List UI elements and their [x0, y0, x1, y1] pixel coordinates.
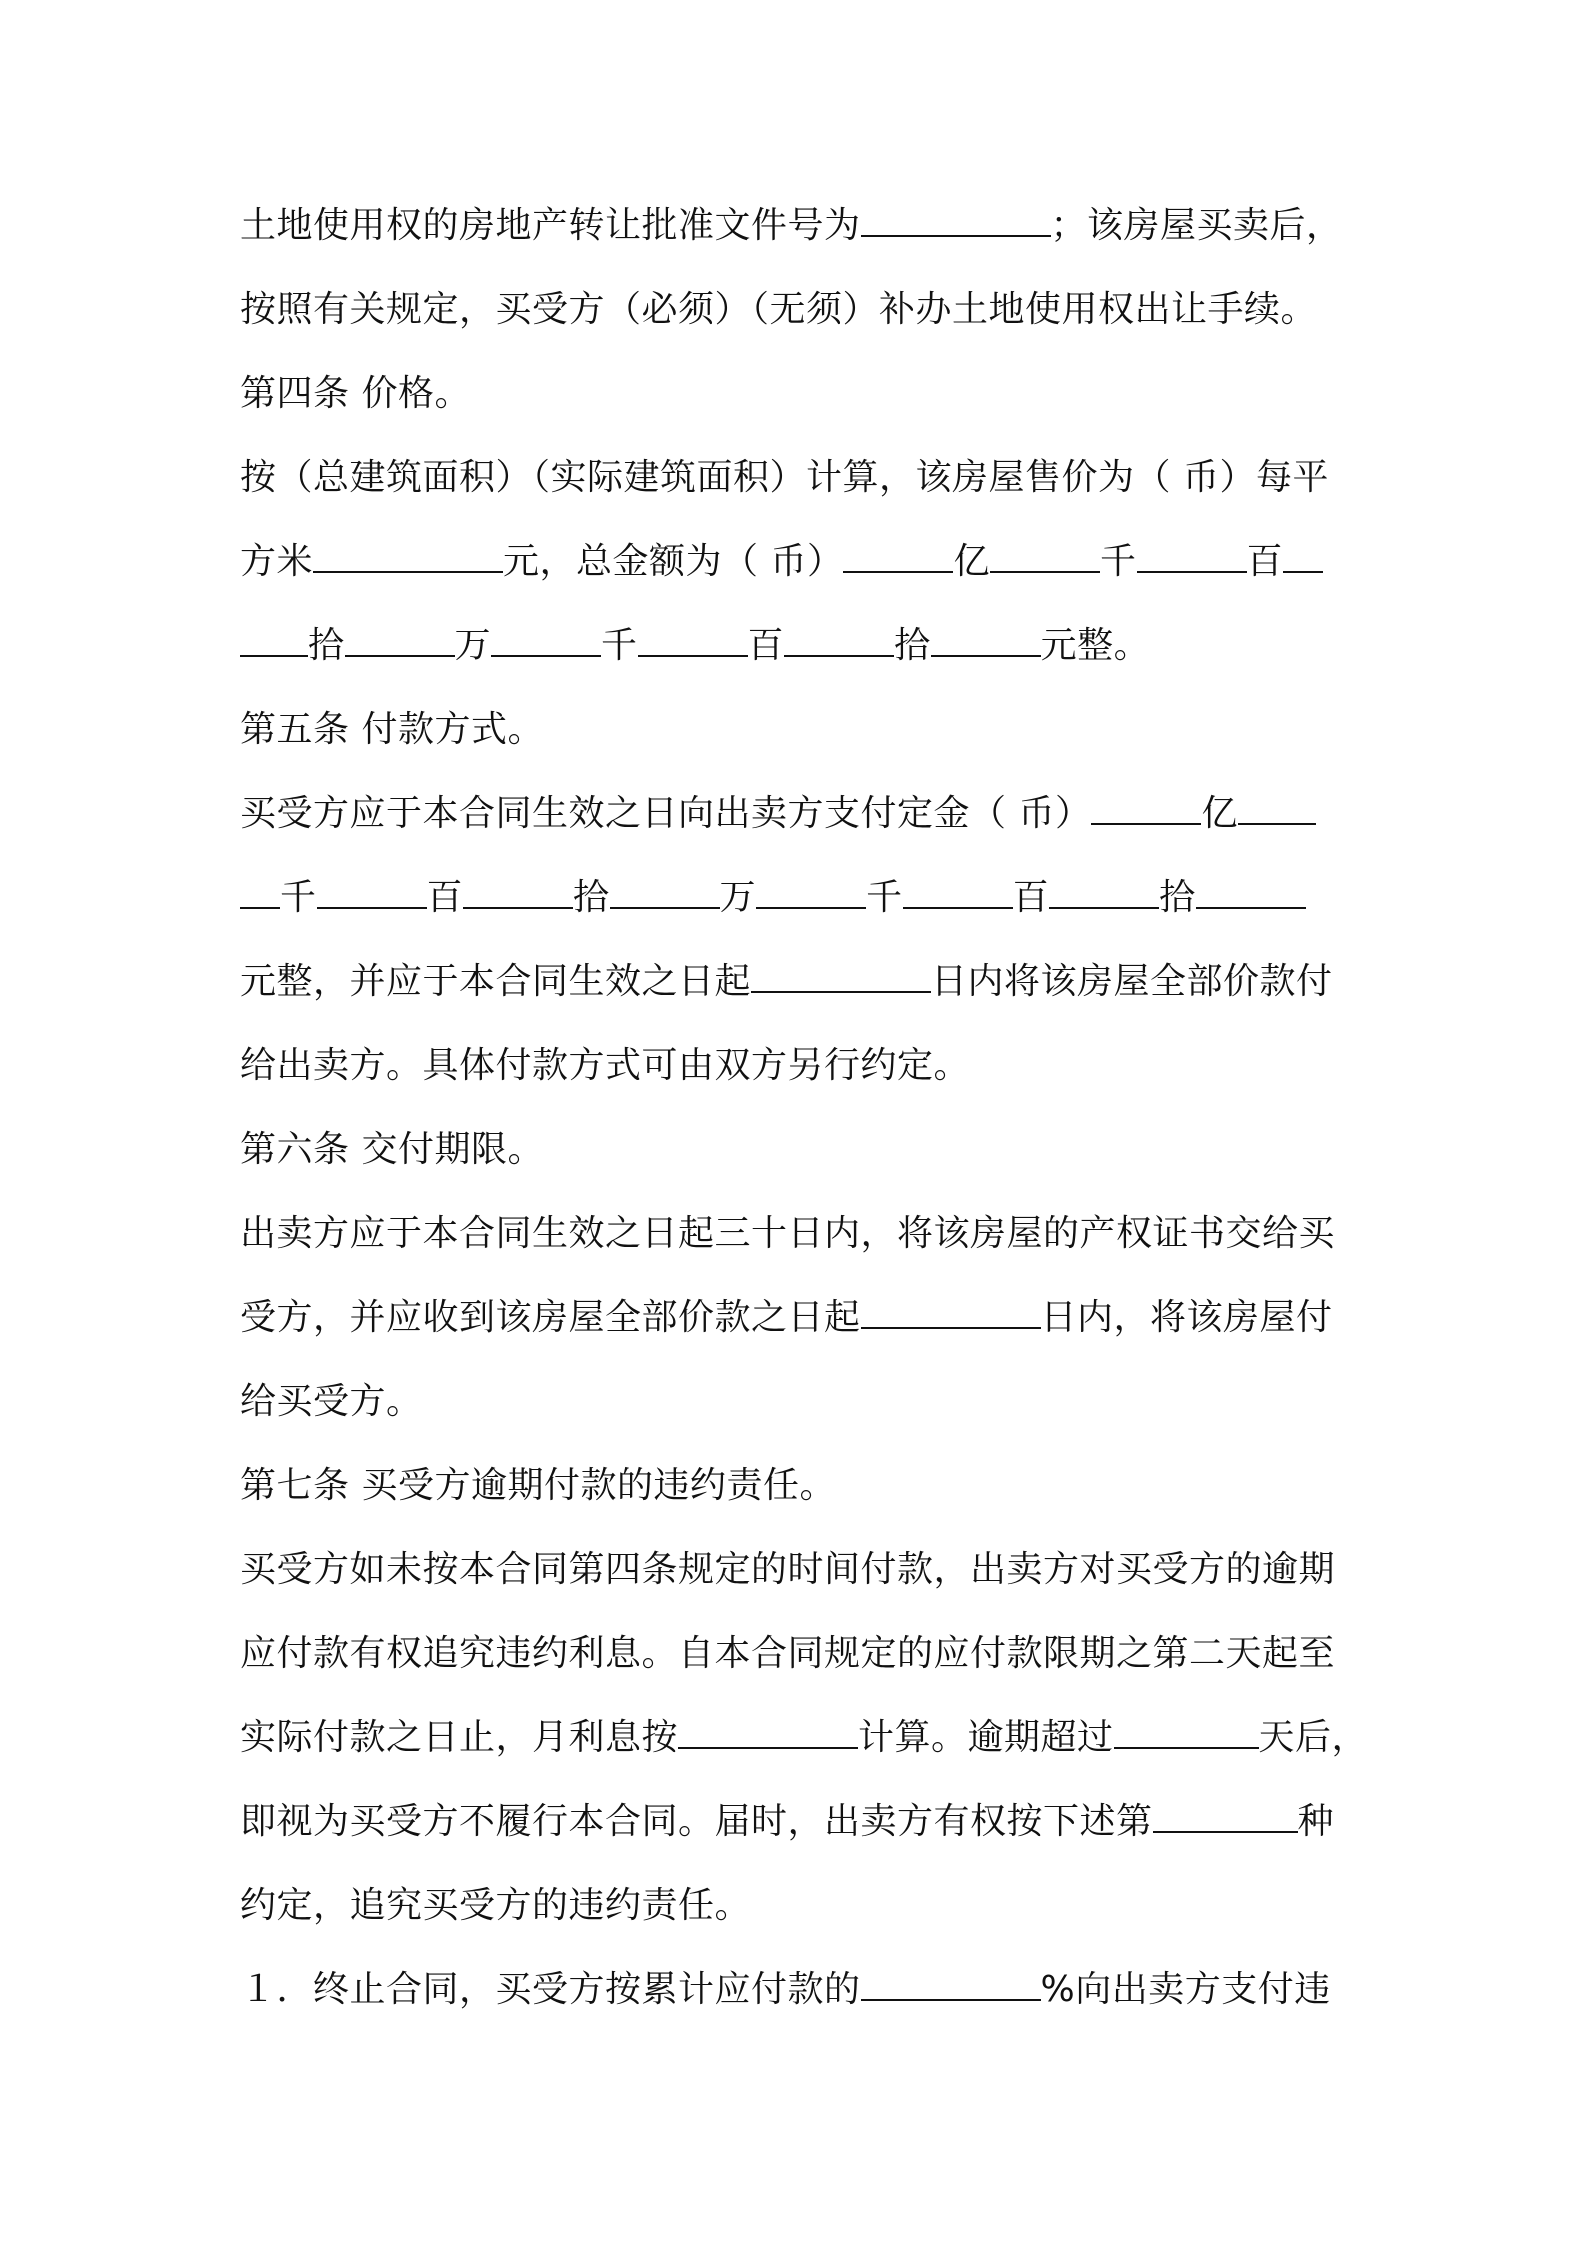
fill-blank[interactable]	[861, 205, 1051, 237]
fill-blank[interactable]	[463, 877, 573, 909]
text-line: 按（总建筑面积）（实际建筑面积）计算，该房屋售价为（ 币）每平	[240, 457, 1329, 498]
fill-blank[interactable]	[990, 541, 1100, 573]
text-line: 千 百 拾 万 千 百 拾	[240, 874, 1306, 922]
article-heading: 第七条 买受方逾期付款的违约责任。	[240, 1465, 836, 1506]
text-line: 买受方应于本合同生效之日向出卖方支付定金（ 币） 亿	[240, 790, 1316, 838]
fill-blank[interactable]	[1091, 793, 1201, 825]
fill-blank[interactable]	[756, 877, 866, 909]
text-line: 土地使用权的房地产转让批准文件号为 ；该房屋买卖后，	[240, 205, 1343, 246]
fill-blank[interactable]	[1238, 793, 1316, 825]
article-heading: 第六条 交付期限。	[240, 1129, 544, 1170]
text-line: 拾 万 千 百 拾 元整。	[240, 622, 1150, 670]
text-line: 按照有关规定，买受方（必须）（无须）补办土地使用权出让手续。	[240, 289, 1318, 330]
fill-blank[interactable]	[317, 877, 427, 909]
text-line: １．终止合同，买受方按累计应付款的 %向出卖方支付违	[240, 1969, 1331, 2010]
fill-blank[interactable]	[1049, 877, 1159, 909]
fill-blank[interactable]	[313, 541, 503, 573]
text-line: 元整，并应于本合同生效之日起 日内将该房屋全部价款付	[240, 961, 1333, 1002]
fill-blank[interactable]	[1137, 541, 1247, 573]
text-line: 买受方如未按本合同第四条规定的时间付款，出卖方对买受方的逾期	[240, 1549, 1336, 1590]
fill-blank[interactable]	[1153, 1801, 1298, 1833]
fill-blank[interactable]	[861, 1297, 1041, 1329]
text-line: 实际付款之日止，月利息按 计算。逾期超过 天后，	[240, 1717, 1369, 1758]
article-heading: 第五条 付款方式。	[240, 709, 544, 750]
fill-blank[interactable]	[638, 625, 748, 657]
fill-blank[interactable]	[903, 877, 1013, 909]
fill-blank[interactable]	[491, 625, 601, 657]
text-line: 给买受方。	[240, 1381, 423, 1422]
fill-blank[interactable]	[345, 625, 455, 657]
text-line: 约定，追究买受方的违约责任。	[240, 1885, 752, 1926]
fill-blank[interactable]	[610, 877, 720, 909]
text-line: 出卖方应于本合同生效之日起三十日内，将该房屋的产权证书交给买	[240, 1213, 1336, 1254]
fill-blank[interactable]	[931, 625, 1041, 657]
fill-blank[interactable]	[751, 961, 931, 993]
fill-blank[interactable]	[240, 877, 280, 909]
fill-blank[interactable]	[1196, 877, 1306, 909]
text-line: 给出卖方。具体付款方式可由双方另行约定。	[240, 1045, 971, 1086]
fill-blank[interactable]	[861, 1969, 1041, 2001]
fill-blank[interactable]	[843, 541, 953, 573]
fill-blank[interactable]	[1283, 541, 1323, 573]
text-line: 即视为买受方不履行本合同。届时，出卖方有权按下述第 种	[240, 1801, 1335, 1842]
fill-blank[interactable]	[678, 1717, 858, 1749]
article-heading: 第四条 价格。	[240, 373, 471, 414]
fill-blank[interactable]	[784, 625, 894, 657]
text-line: 应付款有权追究违约利息。自本合同规定的应付款限期之第二天起至	[240, 1633, 1336, 1674]
text-line: 受方，并应收到该房屋全部价款之日起 日内，将该房屋付	[240, 1297, 1333, 1338]
text-line: 方米 元，总金额为（ 币） 亿 千 百	[240, 538, 1323, 586]
fill-blank[interactable]	[240, 625, 308, 657]
fill-blank[interactable]	[1114, 1717, 1259, 1749]
